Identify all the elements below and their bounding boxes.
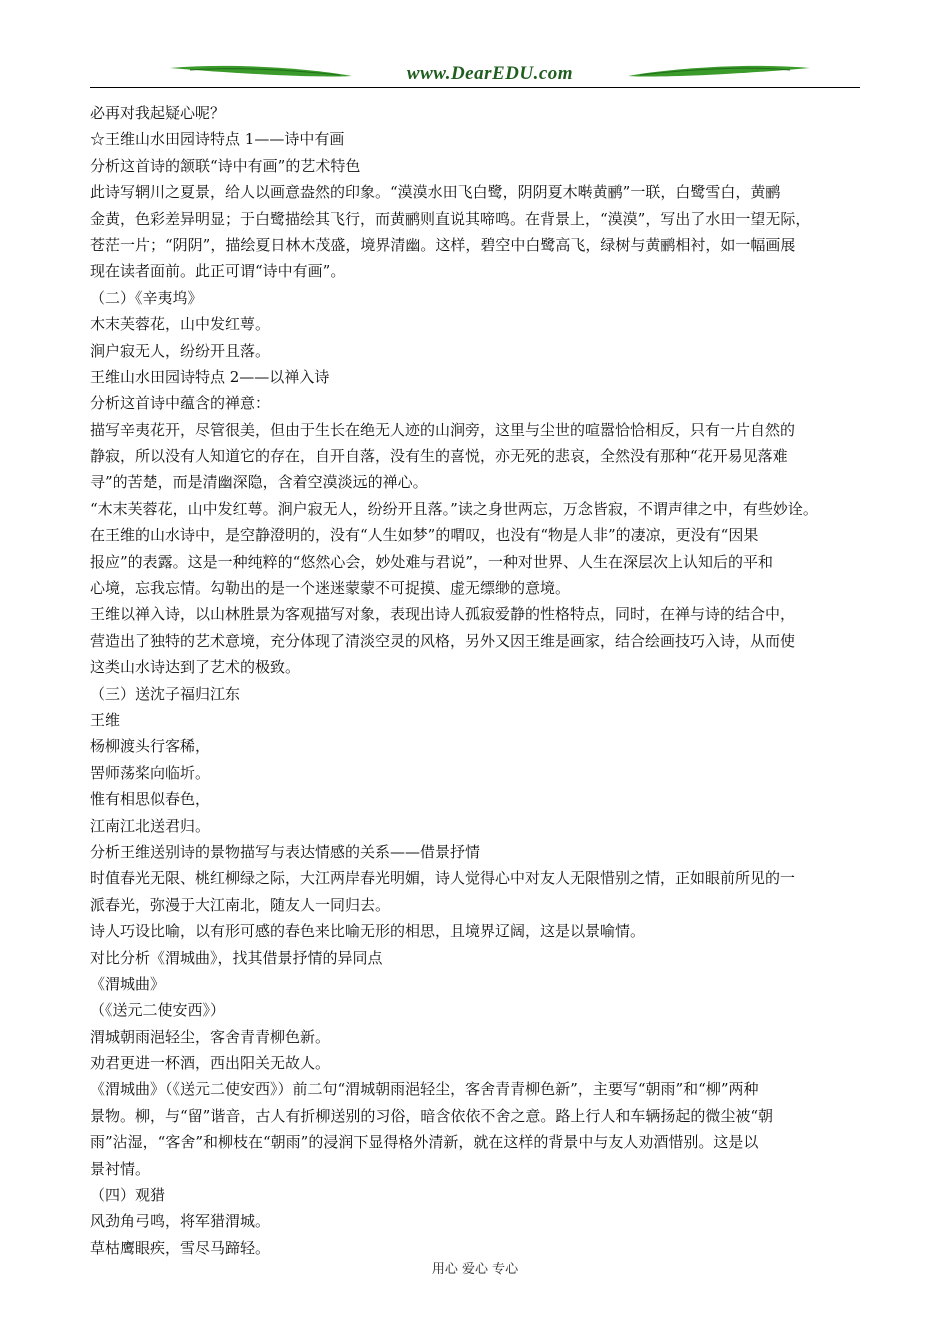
text-line: 对比分析《渭城曲》，找其借景抒情的异同点 [90,948,383,967]
text-line: 在王维的山水诗中，是空静澄明的，没有“人生如梦”的喟叹，也没有“物是人非”的凄凉，更没有“因果 [90,526,759,545]
text-line: 静寂，所以没有人知道它的存在，自开自落，没有生的喜悦，亦无死的悲哀，全然没有那种“花开易见落难 [90,447,788,466]
page-header [90,60,860,90]
text-line: 时值春光无限、桃红柳绿之际，大江两岸春光明媚，诗人觉得心中对友人无限惜别之情，正如眼前所见的一 [90,869,796,888]
text-line: 王维 [90,710,121,729]
text-line: 苍茫一片；“阴阴”，描绘夏日林木茂盛，境界清幽。这样，碧空中白鹭高飞，绿树与黄鹂相衬，如一幅画展 [90,235,796,254]
text-line: 分析王维送别诗的景物描写与表达情感的关系——借景抒情 [90,842,481,861]
text-line: 营造出了独特的艺术意境，充分体现了清淡空灵的风格，另外又因王维是画家，结合绘画技巧入诗，从而使 [90,631,796,650]
text-line: （二）《辛夷坞》 [90,288,203,307]
text-line: （三）送沈子福归江东 [90,684,241,703]
document-body [90,100,870,1261]
text-line: 雨”沾湿，“客舍”和柳枝在“朝雨”的浸润下显得格外清新，就在这样的背景中与友人劝酒惜别。这是以 [90,1133,759,1152]
text-line: 王维山水田园诗特点 2——以禅入诗 [90,367,330,386]
text-line: 景物。柳，与“留”谐音，古人有折柳送别的习俗，暗含依依不舍之意。路上行人和车辆扬起的微尘被“朝 [90,1106,774,1125]
text-line: 王维以禅入诗，以山林胜景为客观描写对象，表现出诗人孤寂爱静的性格特点，同时，在禅与诗的结合中， [90,605,796,624]
text-line: 惟有相思似春色， [90,790,211,809]
text-line: 必再对我起疑心呢？ [90,104,226,122]
text-line: 《渭城曲》（《送元二使安西》）前二句“渭城朝雨浥轻尘，客舍青青柳色新”，主要写“朝雨”和“柳”两种 [90,1080,759,1099]
text-line: 杨柳渡头行客稀， [90,737,211,756]
text-line: 描写辛夷花开，尽管很美，但由于生长在绝无人迹的山涧旁，这里与尘世的喧嚣恰恰相反，只有一片自然的 [90,420,796,439]
text-line: 涧户寂无人，纷纷开且落。 [90,341,271,360]
text-line: 罟师荡桨向临圻。 [90,763,211,782]
text-line: 现在读者面前。此正可谓“诗中有画”。 [90,262,346,281]
text-line: 心境，忘我忘情。勾勒出的是一个迷迷蒙蒙不可捉摸、虚无缥缈的意境。 [90,579,571,598]
text-line: 分析这首诗中蕴含的禅意： [90,394,271,413]
text-line: 劝君更进一杯酒，西出阳关无故人。 [90,1054,331,1073]
text-line: 派春光，弥漫于大江南北，随友人一同归去。 [90,895,391,914]
text-line: 木末芙蓉花，山中发红萼。 [90,315,271,334]
text-line: （《送元二使安西》） [90,1001,226,1020]
text-line: 寻”的苦楚，而是清幽深隐，含着空漠淡远的禅心。 [90,473,428,492]
text-line: 风劲角弓鸣，将军猎渭城。 [90,1212,271,1231]
text-line: 景衬情。 [90,1159,151,1178]
header-divider [90,87,860,88]
text-line: 这类山水诗达到了艺术的极致。 [90,658,301,677]
text-line: 《渭城曲》 [90,974,166,993]
text-line: 分析这首诗的颔联“诗中有画”的艺术特色 [90,156,361,175]
text-line: 江南江北送君归。 [90,816,211,835]
text-line: “木末芙蓉花，山中发红萼。涧户寂无人，纷纷开且落。”读之身世两忘，万念皆寂，不谓声律之中，有些妙诠。 [90,499,818,518]
text-line: （四）观猎 [90,1186,166,1205]
text-line: 诗人巧设比喻，以有形可感的春色来比喻无形的相思，且境界辽阔，这是以景喻情。 [90,922,646,941]
text-line: 报应”的表露。这是一种纯粹的“悠然心会，妙处难与君说”，一种对世界、人生在深层次上认知后的平和 [90,552,774,571]
text-line: 此诗写辋川之夏景，给人以画意盎然的印象。“漠漠水田飞白鹭，阴阴夏木啭黄鹂”一联，白鹭雪白，黄鹂 [90,183,781,202]
site-logo-text: www.DearEDU.com [406,63,574,84]
text-line: 金黄，色彩差异明显；于白鹭描绘其飞行，而黄鹂则直说其啼鸣。在背景上，“漠漠”，写出了水田一望无际， [90,209,811,228]
text-line: ☆王维山水田园诗特点 1——诗中有画 [90,130,345,149]
page-footer: 用心 爱心 专心 [431,1262,519,1277]
text-line: 草枯鹰眼疾，雪尽马蹄轻。 [90,1238,271,1257]
text-line: 渭城朝雨浥轻尘，客舍青青柳色新。 [90,1027,331,1046]
